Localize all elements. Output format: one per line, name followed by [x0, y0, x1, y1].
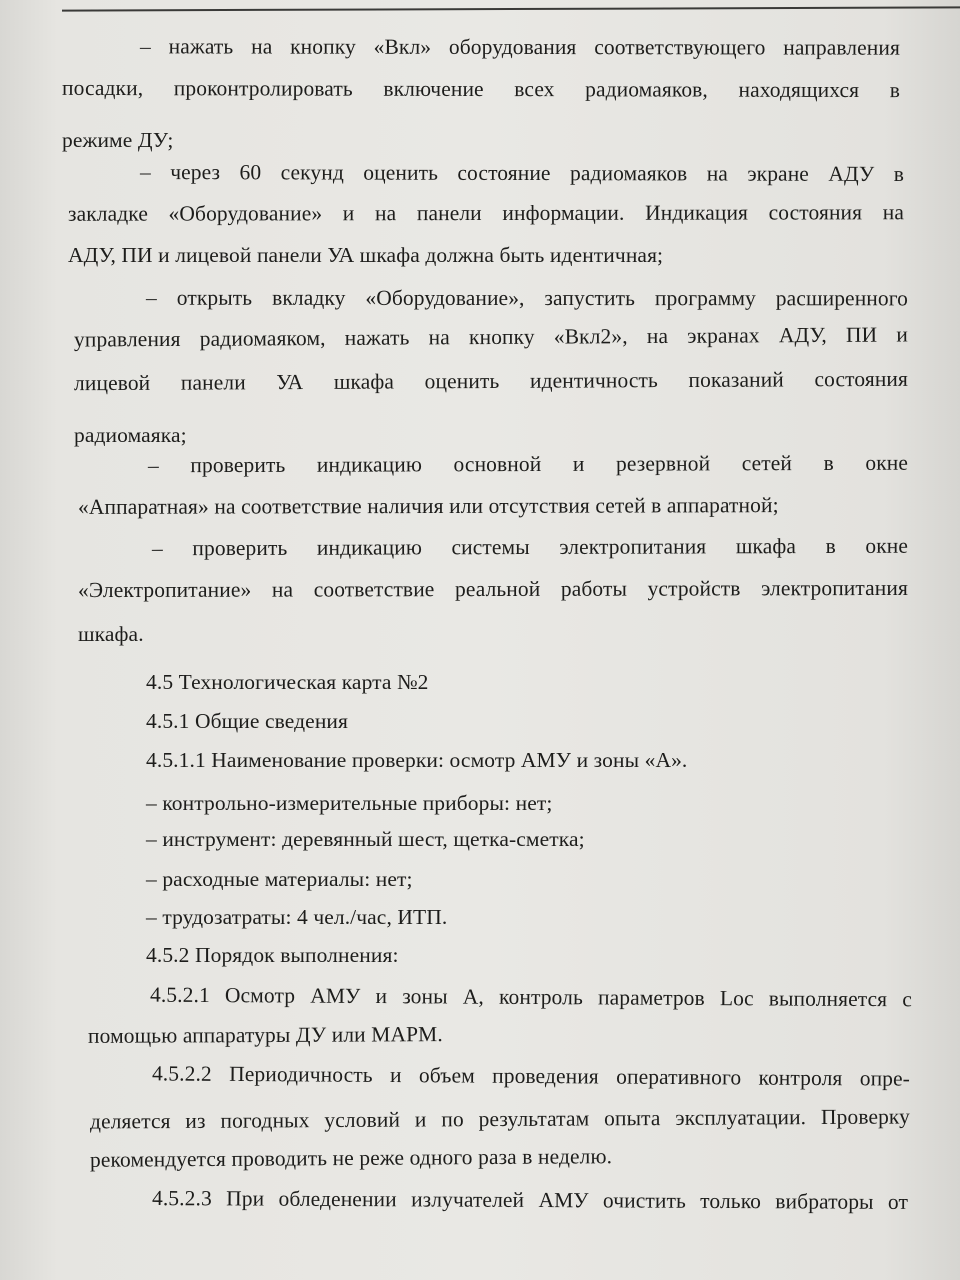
subsection-heading: 4.5.2 Порядок выполнения:	[146, 943, 399, 967]
text-line: посадки, проконтролировать включение всех радиомаяков, находящихся в	[61, 75, 901, 103]
text-line: закладке «Оборудование» и на панели информации. Индикация состояния на	[67, 200, 905, 226]
text-line: деляется из погодных условий и по результатам опыта эксплуатации. Проверку	[89, 1104, 911, 1134]
list-item: – контрольно-измерительные приборы: нет;	[146, 791, 553, 815]
text-line: 4.5.1.1 Наименование проверки: осмотр АМУ и зоны «А».	[146, 748, 688, 772]
text-line: шкафа.	[78, 622, 144, 646]
subsection-heading: 4.5.1 Общие сведения	[146, 709, 349, 733]
text-line: рекомендуется проводить не реже одного раза в неделю.	[89, 1144, 613, 1172]
text-line: управления радиомаяком, нажать на кнопку «Вкл2», на экранах АДУ, ПИ и	[73, 322, 909, 352]
text-line: «Электропитание» на соответствие реальной работы устройств электропитания	[77, 575, 909, 603]
text-line: – нажать на кнопку «Вкл» оборудования соответствующего направления	[139, 34, 901, 60]
list-item: – трудозатраты: 4 чел./час, ИТП.	[146, 905, 448, 929]
list-item: – расходные материалы: нет;	[146, 867, 413, 891]
text-line: режиме ДУ;	[62, 128, 174, 152]
text-line: – через 60 секунд оценить состояние радиомаяков на экране АДУ в	[139, 159, 905, 187]
text-line: лицевой панели УА шкафа оценить идентичность показаний состояния	[73, 366, 909, 396]
text-line: 4.5.2.2 Периодичность и объем проведения оперативного контроля опре-	[151, 1061, 911, 1091]
text-line: АДУ, ПИ и лицевой панели УА шкафа должна быть идентичная;	[68, 243, 664, 267]
list-item: – инструмент: деревянный шест, щетка-сметка;	[146, 827, 585, 851]
section-heading: 4.5 Технологическая карта №2	[146, 670, 429, 694]
text-line: «Аппаратная» на соответствие наличия или отсутствия сетей в аппаратной;	[77, 493, 779, 519]
text-line: – проверить индикацию системы электропитания шкафа в окне	[151, 533, 909, 561]
text-line: 4.5.2.3 При обледенении излучателей АМУ очистить только вибраторы от	[151, 1186, 909, 1214]
text-line: помощью аппаратуры ДУ или МАРМ.	[87, 1022, 443, 1048]
page-top-rule	[62, 6, 960, 11]
text-line: 4.5.2.1 Осмотр АМУ и зоны А, контроль параметров Loc выполняется с	[149, 982, 913, 1012]
text-line: радиомаяка;	[74, 423, 187, 447]
text-line: – проверить индикацию основной и резервной сетей в окне	[147, 450, 909, 478]
text-line: – открыть вкладку «Оборудование», запустить программу расширенного	[145, 285, 909, 311]
